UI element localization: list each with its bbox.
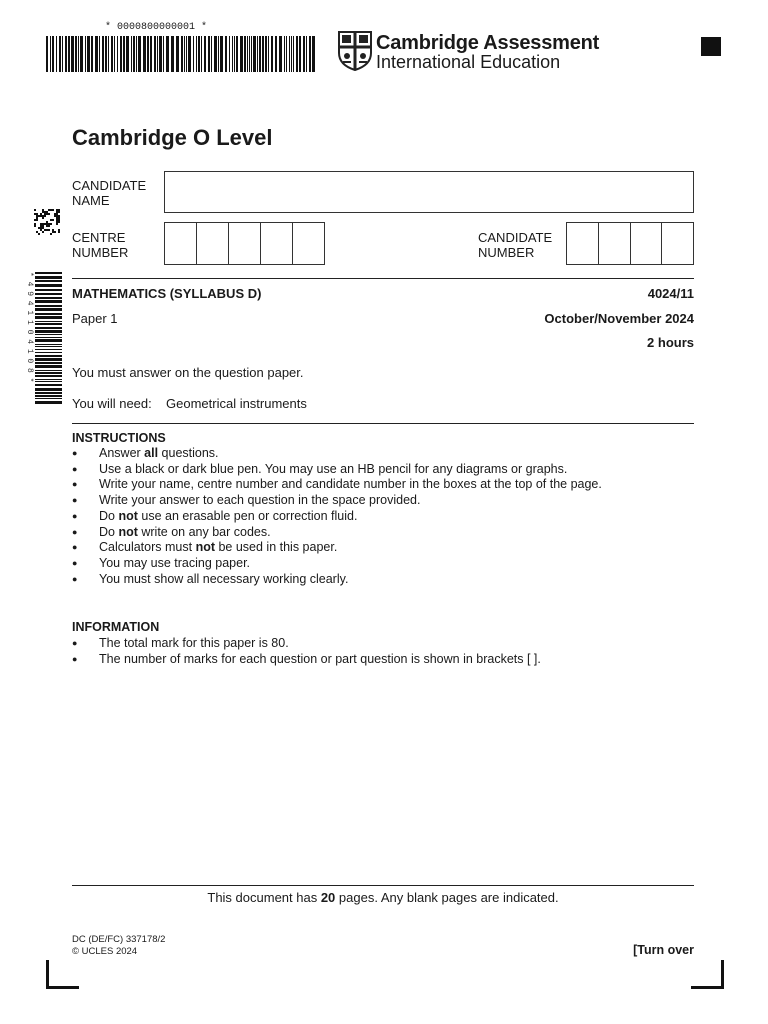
- alignment-mark: [701, 37, 721, 56]
- corner-mark-right: [691, 960, 724, 989]
- digit-box[interactable]: [293, 223, 324, 264]
- divider: [72, 278, 694, 279]
- barcode-number: * 0000800000001 *: [105, 22, 208, 33]
- information-list: [72, 636, 694, 667]
- document-reference: DC (DE/FC) 337178/2 © UCLES 2024: [72, 934, 166, 957]
- centre-number-field[interactable]: [164, 222, 325, 265]
- logo-line-2: International Education: [376, 52, 561, 72]
- candidate-number-label: CANDIDATE NUMBER: [478, 230, 553, 260]
- information-item: ● The total mark for this paper is 80.: [72, 636, 694, 652]
- instructions-heading: INSTRUCTIONS: [72, 431, 166, 445]
- digit-box[interactable]: [229, 223, 261, 264]
- instruction-item: ● Write your name, centre number and candidate number in the boxes at the top of the page.: [72, 477, 694, 493]
- digit-box[interactable]: [567, 223, 599, 264]
- instructions-list: [72, 446, 694, 587]
- exam-duration: 2 hours: [647, 335, 694, 350]
- digit-box[interactable]: [261, 223, 293, 264]
- page-title: Cambridge O Level: [72, 125, 273, 150]
- centre-number-label: CENTRE NUMBER: [72, 230, 129, 260]
- subject-title: MATHEMATICS (SYLLABUS D): [72, 286, 262, 301]
- instruction-item: ● Do not use an erasable pen or correction fluid.: [72, 509, 694, 525]
- exam-session: October/November 2024: [544, 311, 694, 326]
- instruction-item: ● Answer all questions.: [72, 446, 694, 462]
- page-count-note: This document has 20 pages. Any blank pages are indicated.: [207, 890, 559, 905]
- syllabus-code: 4024/11: [647, 286, 694, 301]
- answer-note: You must answer on the question paper.: [72, 365, 304, 380]
- turn-over: [Turn over: [633, 943, 694, 957]
- candidate-name-label: CANDIDATE NAME: [72, 178, 147, 208]
- need-value: Geometrical instruments: [166, 396, 307, 411]
- side-barcode: [35, 272, 62, 408]
- instruction-item: ● Do not write on any bar codes.: [72, 525, 694, 541]
- digit-box[interactable]: [165, 223, 197, 264]
- candidate-name-field[interactable]: [164, 171, 694, 213]
- top-barcode: [46, 36, 320, 72]
- corner-mark-left: [46, 960, 79, 989]
- side-barcode-number: * 4 9 4 1 1 0 4 1 0 8 *: [25, 272, 34, 383]
- instruction-item: ● Calculators must not be used in this paper.: [72, 540, 694, 556]
- digit-box[interactable]: [599, 223, 631, 264]
- instruction-item: ● Use a black or dark blue pen. You may use an HB pencil for any diagrams or graphs.: [72, 462, 694, 478]
- divider: [72, 423, 694, 424]
- digit-box[interactable]: [197, 223, 229, 264]
- divider: [72, 885, 694, 886]
- digit-box[interactable]: [662, 223, 693, 264]
- side-qr-code: [34, 209, 60, 235]
- information-item: ● The number of marks for each question or part question is shown in brackets [ ].: [72, 652, 694, 668]
- need-label: You will need:: [72, 396, 152, 411]
- instruction-item: ● You may use tracing paper.: [72, 556, 694, 572]
- candidate-number-field[interactable]: [566, 222, 694, 265]
- instruction-item: ● Write your answer to each question in the space provided.: [72, 493, 694, 509]
- digit-box[interactable]: [631, 223, 663, 264]
- instruction-item: ● You must show all necessary working clearly.: [72, 572, 694, 588]
- cambridge-crest-icon: [338, 31, 372, 71]
- information-heading: INFORMATION: [72, 620, 160, 634]
- logo-line-1: Cambridge Assessment: [376, 32, 600, 54]
- paper-number: Paper 1: [72, 311, 118, 326]
